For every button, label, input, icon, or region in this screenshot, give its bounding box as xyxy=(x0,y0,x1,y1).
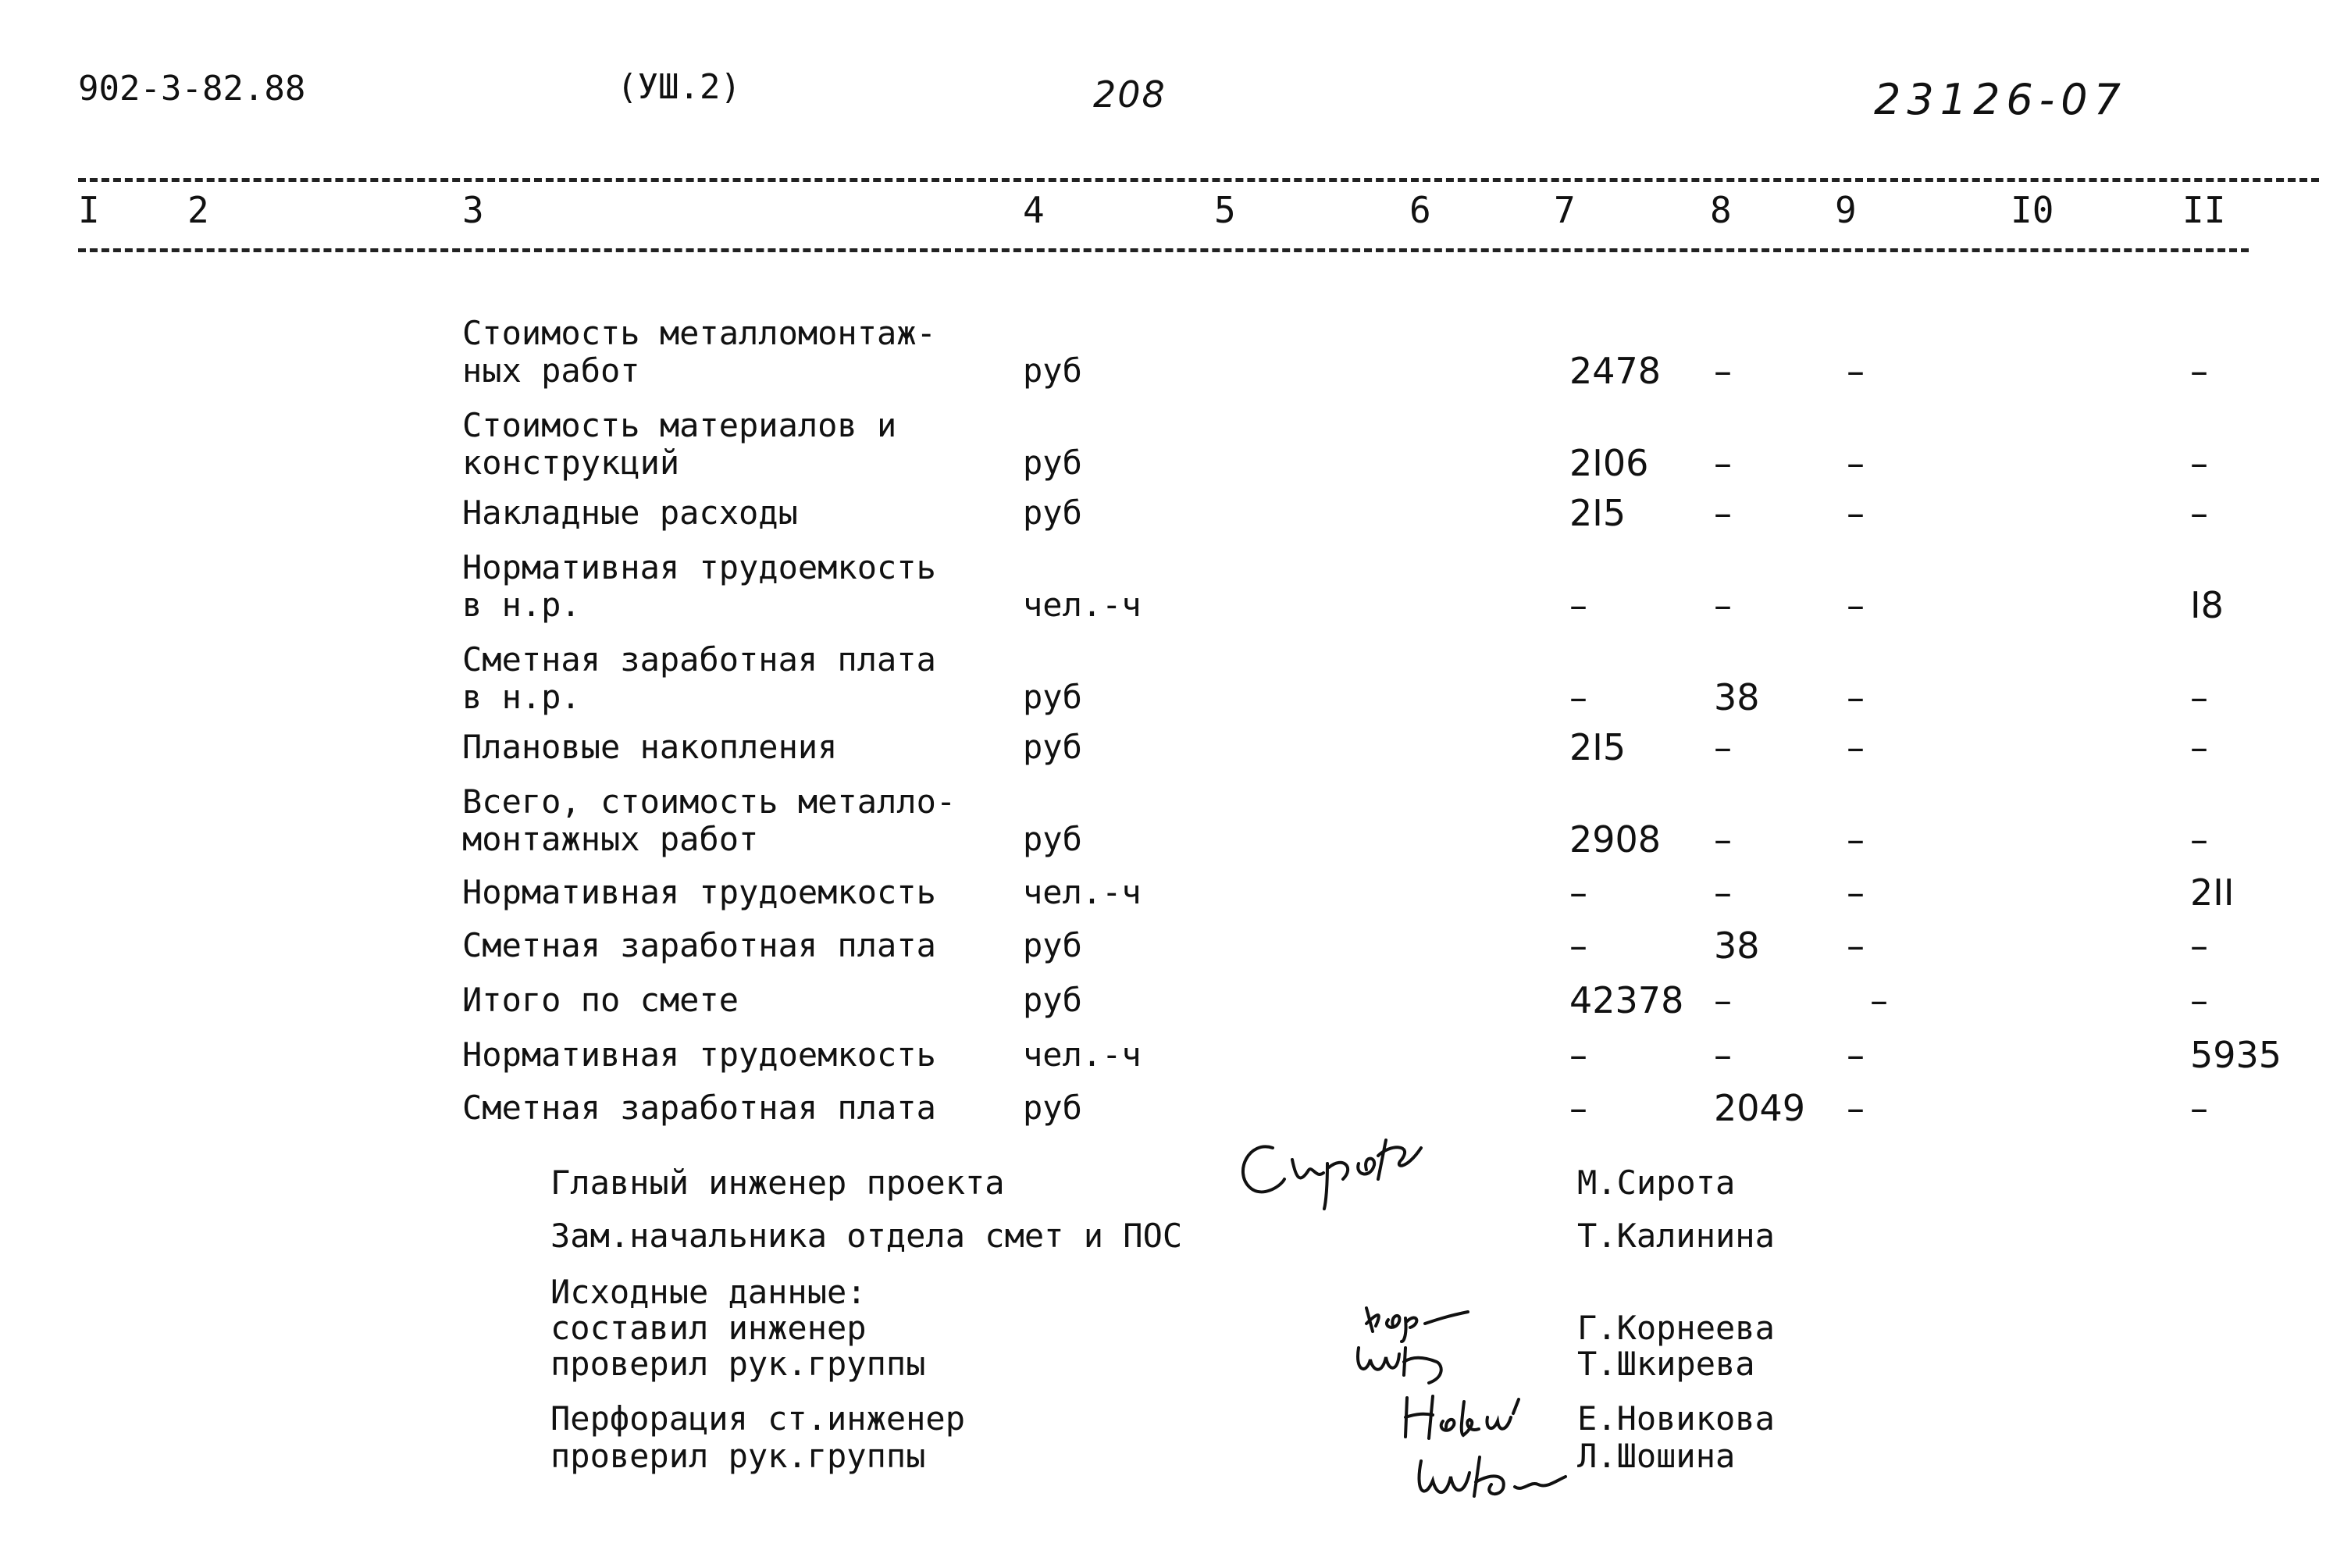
cell-c8: – xyxy=(1714,726,1732,768)
header-rule-bottom xyxy=(78,248,2249,252)
cell-c8: – xyxy=(1714,442,1732,484)
chief-engineer-title: Главный инженер проекта xyxy=(550,1164,1005,1202)
cell-c11: 2II xyxy=(2190,871,2235,914)
header-rule-top xyxy=(78,178,2319,182)
row-unit: руб xyxy=(1023,678,1082,716)
row-label: Стоимость материалов и xyxy=(462,406,897,444)
deputy-name: Т.Калинина xyxy=(1577,1217,1775,1255)
table-row xyxy=(0,548,2351,626)
table-row xyxy=(0,925,2351,967)
cell-c7: 2I06 xyxy=(1569,442,1649,484)
compiled-name: Г.Корнеева xyxy=(1577,1309,1775,1347)
cell-c9: – xyxy=(1847,1087,1865,1129)
row-unit: чел.-ч xyxy=(1023,586,1142,624)
table-row xyxy=(0,782,2351,861)
cell-c8: – xyxy=(1714,350,1732,392)
perforation-checked-name: Л.Шошина xyxy=(1577,1437,1736,1475)
chief-engineer-name: М.Сирота xyxy=(1577,1164,1736,1202)
perforation-checked-title: проверил рук.группы xyxy=(550,1437,926,1475)
row-unit: руб xyxy=(1023,494,1082,532)
row-label: Нормативная трудоемкость xyxy=(462,873,936,911)
table-row xyxy=(0,1034,2351,1076)
row-label: в н.р. xyxy=(462,678,581,716)
row-unit: руб xyxy=(1023,728,1082,766)
cell-c7: – xyxy=(1569,871,1587,914)
cell-c9: – xyxy=(1847,676,1865,718)
row-label: Сметная заработная плата xyxy=(462,640,936,679)
cell-c8: 38 xyxy=(1714,676,1760,718)
column-number: II xyxy=(2182,189,2226,231)
table-row xyxy=(0,979,2351,1021)
cell-c8: 38 xyxy=(1714,925,1760,967)
cell-c8: – xyxy=(1714,871,1732,914)
cell-c11: – xyxy=(2190,350,2208,392)
signature-checked xyxy=(1351,1340,1468,1387)
perforation-title: Перфорация ст.инженер xyxy=(550,1399,966,1438)
cell-c7: – xyxy=(1569,925,1587,967)
cell-c11: – xyxy=(2190,492,2208,534)
page-number: 208 xyxy=(1093,73,1167,116)
column-number: 9 xyxy=(1835,189,1857,231)
row-label: в н.р. xyxy=(462,586,581,624)
row-label: Плановые накопления xyxy=(462,728,838,766)
cell-c11: I8 xyxy=(2190,584,2224,626)
perforation-name: Е.Новикова xyxy=(1577,1399,1775,1438)
cell-c11: – xyxy=(2190,1087,2208,1129)
row-unit: руб xyxy=(1023,444,1082,482)
cell-c9: – xyxy=(1847,726,1865,768)
row-label: ных работ xyxy=(462,351,640,390)
cell-c9: – xyxy=(1847,1034,1865,1076)
column-number: 3 xyxy=(462,189,484,231)
row-label: Нормативная трудоемкость xyxy=(462,548,936,586)
cell-c8: – xyxy=(1714,818,1732,861)
cell-c8: 2049 xyxy=(1714,1087,1806,1129)
checked-title: проверил рук.группы xyxy=(550,1345,926,1383)
table-row xyxy=(0,726,2351,768)
cell-c11: 5935 xyxy=(2190,1034,2282,1076)
table-row xyxy=(0,640,2351,718)
row-unit: чел.-ч xyxy=(1023,1035,1142,1074)
cell-c11: – xyxy=(2190,676,2208,718)
row-unit: руб xyxy=(1023,1089,1082,1127)
cell-c9: – xyxy=(1847,871,1865,914)
source-data-title: Исходные данные: xyxy=(550,1273,867,1311)
cell-c7: 42378 xyxy=(1569,979,1684,1021)
row-unit: чел.-ч xyxy=(1023,873,1142,911)
row-label: конструкций xyxy=(462,444,680,482)
signature-perforation-checked xyxy=(1405,1449,1577,1512)
row-label: Нормативная трудоемкость xyxy=(462,1035,936,1074)
cell-c11: – xyxy=(2190,979,2208,1021)
row-unit: руб xyxy=(1023,351,1082,390)
checked-name: Т.Шкирева xyxy=(1577,1345,1755,1383)
deputy-title: Зам.начальника отдела смет и ПОС xyxy=(550,1217,1183,1255)
signature-chief-engineer xyxy=(1226,1124,1444,1210)
cell-c8: – xyxy=(1714,492,1732,534)
cell-c11: – xyxy=(2190,925,2208,967)
signature-compiled xyxy=(1359,1296,1476,1343)
cell-c8: – xyxy=(1714,584,1732,626)
signature-perforation xyxy=(1398,1390,1546,1452)
row-unit: руб xyxy=(1023,981,1082,1019)
column-number: 8 xyxy=(1710,189,1732,231)
cell-c7: – xyxy=(1569,676,1587,718)
cell-c7: – xyxy=(1569,584,1587,626)
row-unit: руб xyxy=(1023,926,1082,964)
cell-c8: – xyxy=(1714,1034,1732,1076)
cell-c7: – xyxy=(1569,1034,1587,1076)
doc-code: 902-3-82.88 xyxy=(78,69,306,109)
cell-c9: – xyxy=(1847,584,1865,626)
column-number: 2 xyxy=(187,189,209,231)
cell-c7: 2I5 xyxy=(1569,726,1626,768)
cell-c7: – xyxy=(1569,1087,1587,1129)
cell-c8: – xyxy=(1714,979,1732,1021)
column-number: 4 xyxy=(1023,189,1045,231)
row-unit: руб xyxy=(1023,820,1082,858)
column-number: I xyxy=(78,189,100,231)
reference-number: 23126-07 xyxy=(1874,75,2127,124)
cell-c11: – xyxy=(2190,818,2208,861)
section-code: (УШ.2) xyxy=(617,67,741,107)
column-number: I0 xyxy=(2011,189,2054,231)
row-label: Сметная заработная плата xyxy=(462,926,936,964)
cell-c9: – xyxy=(1870,979,1888,1021)
compiled-title: составил инженер xyxy=(550,1309,867,1347)
row-label: Всего, стоимость металло- xyxy=(462,782,956,821)
column-number: 7 xyxy=(1554,189,1576,231)
cell-c9: – xyxy=(1847,818,1865,861)
cell-c11: – xyxy=(2190,442,2208,484)
table-row xyxy=(0,871,2351,914)
table-row xyxy=(0,406,2351,484)
row-label: Сметная заработная плата xyxy=(462,1089,936,1127)
cell-c7: 2478 xyxy=(1569,350,1662,392)
column-number: 5 xyxy=(1214,189,1236,231)
cell-c9: – xyxy=(1847,492,1865,534)
row-label: Итого по смете xyxy=(462,981,739,1019)
cell-c9: – xyxy=(1847,925,1865,967)
cell-c11: – xyxy=(2190,726,2208,768)
row-label: Стоимость металломонтаж- xyxy=(462,314,936,352)
column-number: 6 xyxy=(1409,189,1431,231)
row-label: монтажных работ xyxy=(462,820,759,858)
row-label: Накладные расходы xyxy=(462,494,798,532)
cell-c7: 2I5 xyxy=(1569,492,1626,534)
cell-c7: 2908 xyxy=(1569,818,1662,861)
table-row xyxy=(0,314,2351,392)
cell-c9: – xyxy=(1847,350,1865,392)
cell-c9: – xyxy=(1847,442,1865,484)
